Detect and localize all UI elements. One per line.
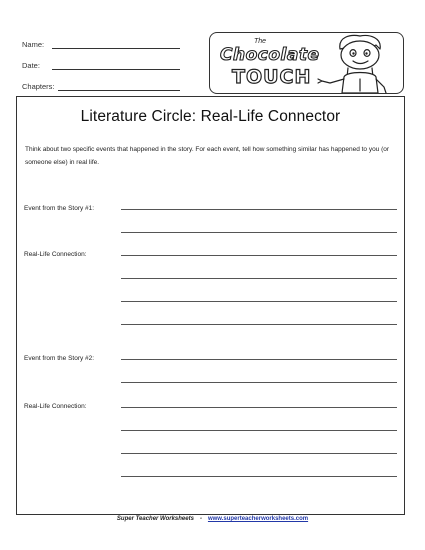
boy-character-icon — [318, 35, 386, 93]
chapters-field[interactable] — [22, 82, 55, 91]
event-2-line-1[interactable] — [121, 359, 397, 360]
footer-separator: - — [199, 516, 202, 522]
page-title: Literature Circle: Real-Life Connector — [80, 108, 341, 125]
event-2-line-2[interactable] — [121, 382, 397, 383]
connection-2-line-3[interactable] — [121, 453, 397, 454]
chapters-label: Chapters: — [22, 82, 55, 91]
connection-1-line-4[interactable] — [121, 324, 397, 325]
connection-1-line-2[interactable] — [121, 278, 397, 279]
name-field[interactable] — [22, 40, 44, 49]
footer — [0, 516, 425, 522]
date-input-line[interactable] — [52, 69, 180, 70]
date-field[interactable] — [22, 61, 40, 70]
chocolate-touch-logo-art — [210, 33, 403, 93]
connection-2-label: Real-Life Connection: — [24, 403, 87, 410]
logo-line1: Chocolate — [220, 45, 320, 65]
footer-url-link[interactable]: www.superteacherworksheets.com — [207, 516, 309, 522]
book-logo — [209, 32, 404, 94]
event-1-line-1[interactable] — [121, 209, 397, 210]
name-input-line[interactable] — [52, 48, 180, 49]
connection-2-line-4[interactable] — [121, 476, 397, 477]
event-1-label: Event from the Story #1: — [24, 205, 95, 212]
event-1-line-2[interactable] — [121, 232, 397, 233]
chapters-input-line[interactable] — [58, 90, 180, 91]
connection-2-line-2[interactable] — [121, 430, 397, 431]
footer-brand: Super Teacher Worksheets — [116, 516, 194, 522]
date-label: Date: — [22, 61, 40, 70]
connection-1-line-1[interactable] — [121, 255, 397, 256]
event-2-label: Event from the Story #2: — [24, 355, 95, 362]
worksheet-frame — [16, 96, 405, 515]
connection-1-line-3[interactable] — [121, 301, 397, 302]
connection-1-label: Real-Life Connection: — [24, 251, 87, 258]
logo-line2: TOUCH — [232, 66, 312, 88]
name-label: Name: — [22, 40, 45, 49]
connection-2-line-1[interactable] — [121, 407, 397, 408]
instructions-text: Think about two specific events that happened in the story. For each event, tell how something similar has happened to you (or someone else) in real life. — [25, 146, 390, 166]
logo-small-text: The — [254, 38, 267, 45]
